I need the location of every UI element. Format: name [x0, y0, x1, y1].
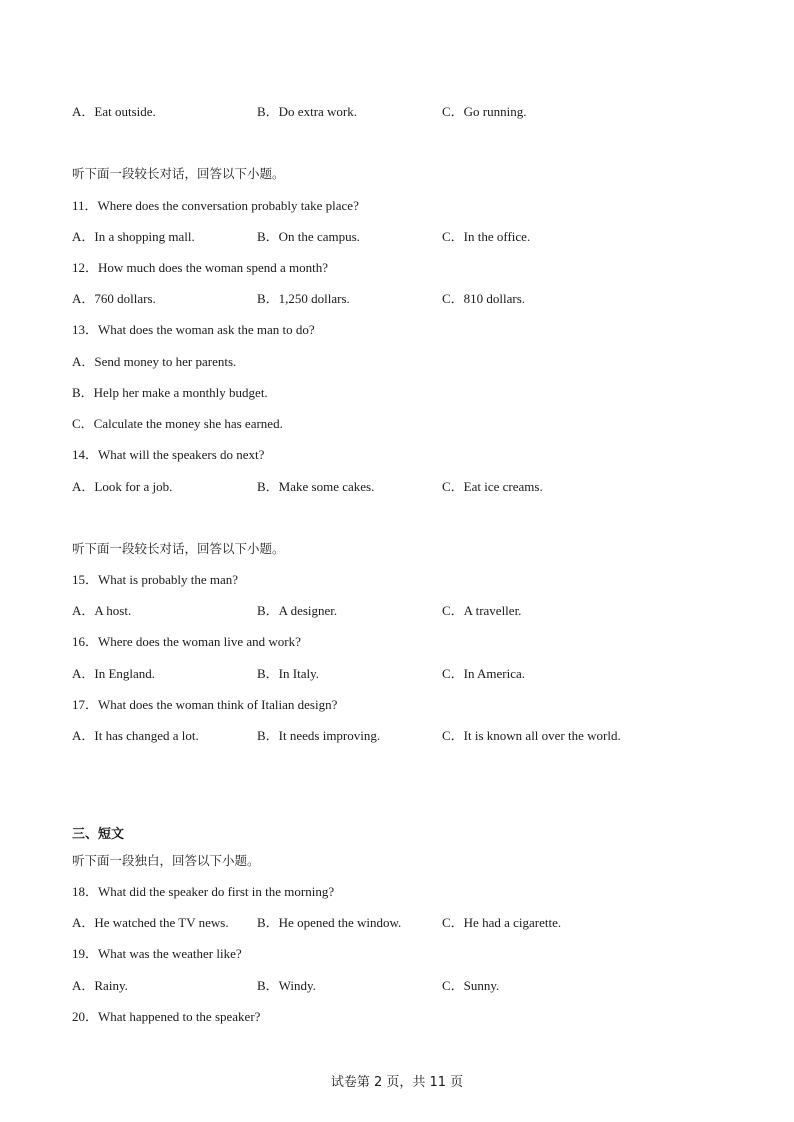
q10-option-c: C．Go running. [442, 104, 527, 119]
section-heading [0, 826, 794, 844]
q15-option-c: C．A traveller. [442, 603, 522, 618]
q14-stem [0, 446, 794, 464]
section-title: 三、短文 [72, 827, 125, 842]
question-text: 14．What will the speakers do next? [72, 447, 265, 462]
q14-option-a: A．Look for a job. [72, 479, 173, 494]
q10-option-b: B．Do extra work. [257, 104, 358, 119]
question-text: 11．Where does the conversation probably take place? [72, 198, 359, 213]
page-footer: 试卷第 2 页，共 11 页 [330, 1075, 464, 1090]
q19-option-b: B．Windy. [257, 978, 316, 993]
q16-stem [0, 633, 794, 651]
question-text: 18．What did the speaker do first in the morning? [72, 884, 335, 899]
q19-option-c: C．Sunny. [442, 978, 500, 993]
q12-option-c: C．810 dollars. [442, 291, 526, 306]
instruction-text: 听下面一段独白，回答以下小题。 [72, 853, 260, 868]
question-text: 15．What is probably the man? [72, 572, 239, 587]
question-text: 20．What happened to the speaker? [72, 1009, 261, 1024]
q18-option-c: C．He had a cigarette. [442, 915, 562, 930]
q18-stem [0, 883, 794, 901]
q18-option-b: B．He opened the window. [257, 915, 402, 930]
q17-options [0, 727, 794, 745]
q11-options [0, 228, 794, 246]
q16-options [0, 665, 794, 683]
q18-options [0, 914, 794, 932]
instruction-2 [0, 540, 794, 558]
q13-option-a: A．Send money to her parents. [72, 354, 237, 369]
q11-option-b: B．On the campus. [257, 229, 360, 244]
q19-option-a: A．Rainy. [72, 978, 128, 993]
q14-option-c: C．Eat ice creams. [442, 479, 543, 494]
q17-stem [0, 696, 794, 714]
q19-options [0, 977, 794, 995]
q11-stem [0, 197, 794, 215]
q13-option-b: B．Help her make a monthly budget. [72, 385, 268, 400]
q17-option-c: C．It is known all over the world. [442, 728, 621, 743]
q15-option-b: B．A designer. [257, 603, 338, 618]
q11-option-c: C．In the office. [442, 229, 531, 244]
q18-option-a: A．He watched the TV news. [72, 915, 229, 930]
q13-option-b-row [0, 384, 794, 402]
q12-option-a: A．760 dollars. [72, 291, 156, 306]
question-text: 17．What does the woman think of Italian design? [72, 697, 338, 712]
q10-options [0, 103, 794, 121]
q15-stem [0, 571, 794, 589]
q17-option-a: A．It has changed a lot. [72, 728, 199, 743]
q10-option-a: A．Eat outside. [72, 104, 156, 119]
q14-options [0, 478, 794, 496]
q14-option-b: B．Make some cakes. [257, 479, 375, 494]
question-text: 12．How much does the woman spend a month? [72, 260, 328, 275]
instruction-3 [0, 852, 794, 870]
question-text: 16．Where does the woman live and work? [72, 634, 301, 649]
q19-stem [0, 945, 794, 963]
q15-options [0, 602, 794, 620]
q17-option-b: B．It needs improving. [257, 728, 381, 743]
q11-option-a: A．In a shopping mall. [72, 229, 195, 244]
instruction-text: 听下面一段较长对话，回答以下小题。 [72, 541, 285, 556]
q12-options [0, 290, 794, 308]
q16-option-c: C．In America. [442, 666, 526, 681]
instruction-1 [0, 165, 794, 183]
q16-option-b: B．In Italy. [257, 666, 319, 681]
q20-stem [0, 1008, 794, 1026]
question-text: 19．What was the weather like? [72, 946, 242, 961]
question-text: 13．What does the woman ask the man to do? [72, 322, 315, 337]
q13-stem [0, 321, 794, 339]
q16-option-a: A．In England. [72, 666, 156, 681]
q13-option-c-row [0, 415, 794, 433]
q13-option-c: C．Calculate the money she has earned. [72, 416, 283, 431]
instruction-text: 听下面一段较长对话，回答以下小题。 [72, 166, 285, 181]
q12-option-b: B．1,250 dollars. [257, 291, 350, 306]
q15-option-a: A．A host. [72, 603, 132, 618]
q13-option-a-row [0, 353, 794, 371]
q12-stem [0, 259, 794, 277]
